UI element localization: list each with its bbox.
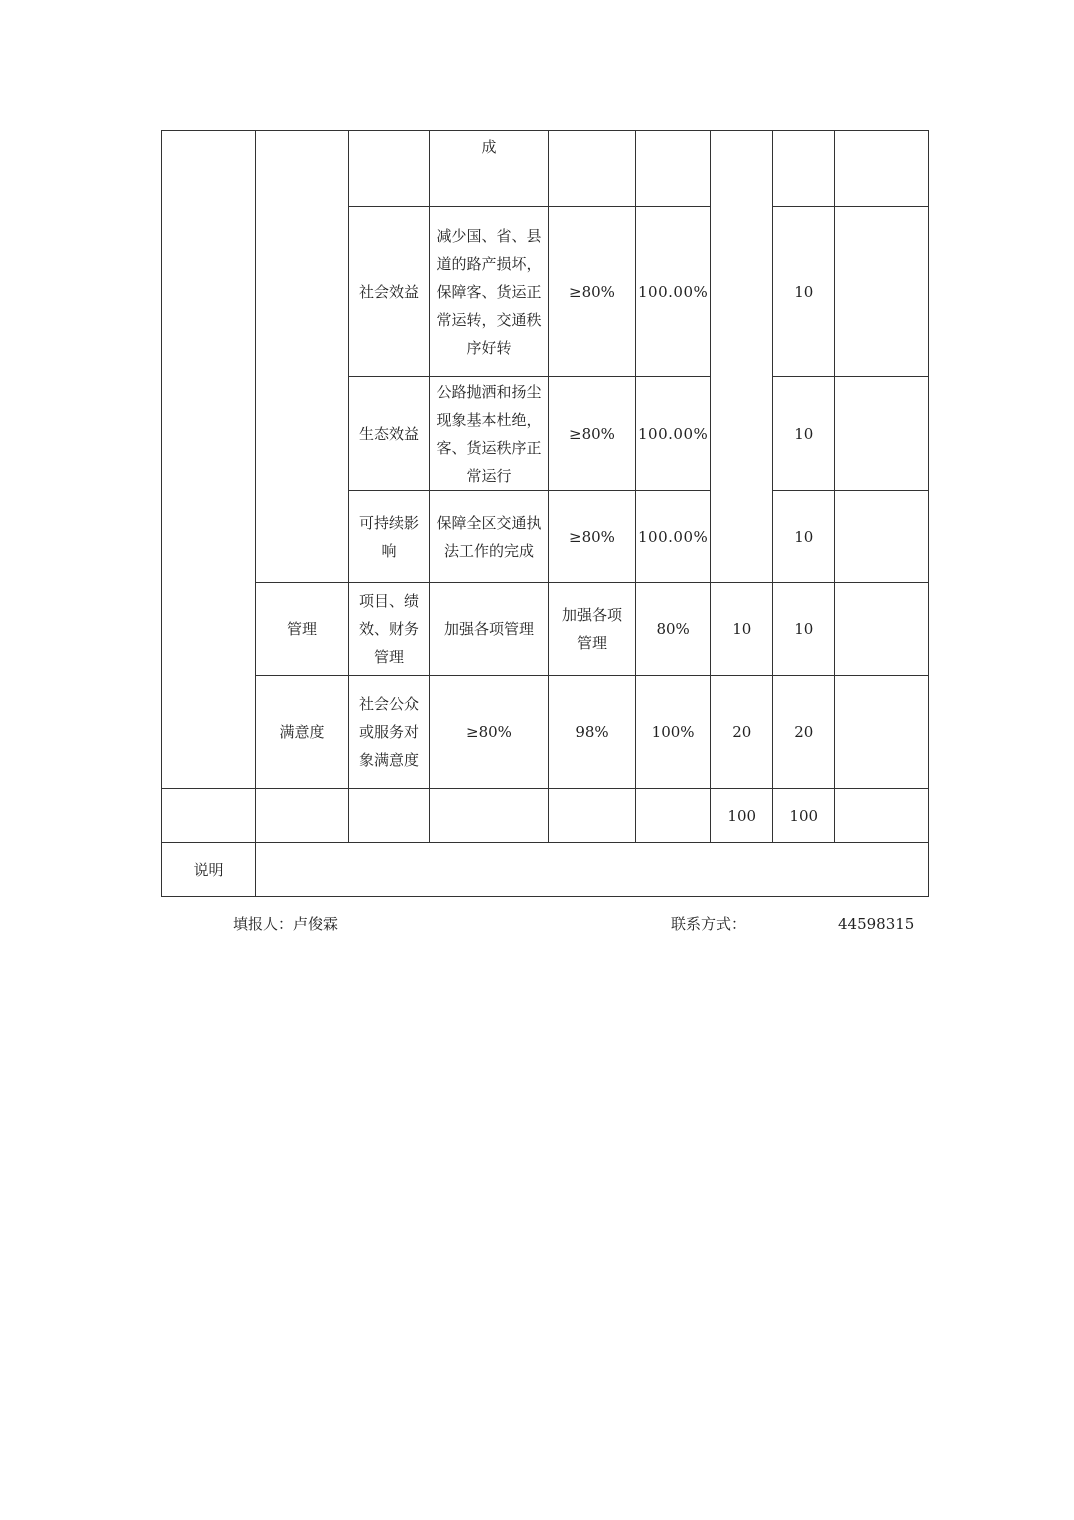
cell-empty <box>549 789 636 843</box>
cell-content: 保障全区交通执法工作的完成 <box>430 491 549 583</box>
cell-note-text <box>256 843 929 897</box>
performance-table <box>161 130 929 897</box>
cell-remark <box>835 377 929 491</box>
cell-primary-indicator <box>162 131 256 789</box>
cell-remark <box>835 207 929 377</box>
cell-remark <box>835 583 929 676</box>
cell-sub-indicator: 项目、绩效、财务管理 <box>349 583 430 676</box>
cell-remark <box>835 789 929 843</box>
cell-sub-indicator: 社会公众或服务对象满意度 <box>349 676 430 789</box>
cell-secondary-indicator: 管理 <box>256 583 349 676</box>
cell-score: 20 <box>773 676 835 789</box>
table-row-note <box>162 843 929 897</box>
cell-score: 10 <box>773 491 835 583</box>
cell-content: 加强各项管理 <box>430 583 549 676</box>
cell-total-weight: 100 <box>711 789 773 843</box>
cell-content: ≥80% <box>430 676 549 789</box>
cell-remark <box>835 491 929 583</box>
cell-target: ≥80% <box>549 377 636 491</box>
contact-value: 44598315 <box>838 915 915 933</box>
cell-actual: 100% <box>636 676 711 789</box>
cell-empty <box>430 789 549 843</box>
table-row-satisfaction <box>162 676 929 789</box>
table-row-total <box>162 789 929 843</box>
cell-empty <box>162 789 256 843</box>
table-row-management <box>162 583 929 676</box>
cell-actual: 100.00% <box>636 491 711 583</box>
contact-label: 联系方式： <box>671 915 747 933</box>
cell-score: 10 <box>773 377 835 491</box>
cell-sub-indicator: 可持续影响 <box>349 491 430 583</box>
cell-content: 成 <box>430 131 549 207</box>
cell-score: 10 <box>773 583 835 676</box>
cell-weight: 20 <box>711 676 773 789</box>
cell-actual: 100.00% <box>636 377 711 491</box>
cell-sub-indicator: 社会效益 <box>349 207 430 377</box>
cell-score <box>773 131 835 207</box>
table-row-continued <box>162 131 929 207</box>
cell-remark <box>835 131 929 207</box>
cell-empty <box>256 789 349 843</box>
cell-actual <box>636 131 711 207</box>
cell-remark <box>835 676 929 789</box>
cell-target: 加强各项管理 <box>549 583 636 676</box>
cell-weight-merged <box>711 131 773 583</box>
cell-weight: 10 <box>711 583 773 676</box>
cell-target: 98% <box>549 676 636 789</box>
cell-total-score: 100 <box>773 789 835 843</box>
reporter-label: 填报人：卢俊霖 <box>233 915 339 933</box>
cell-target: ≥80% <box>549 207 636 377</box>
cell-secondary-indicator <box>256 131 349 583</box>
cell-secondary-indicator: 满意度 <box>256 676 349 789</box>
cell-target <box>549 131 636 207</box>
cell-score: 10 <box>773 207 835 377</box>
cell-note-label: 说明 <box>162 843 256 897</box>
cell-content: 减少国、省、县道的路产损坏，保障客、货运正常运转，交通秩序好转 <box>430 207 549 377</box>
cell-sub-indicator: 生态效益 <box>349 377 430 491</box>
cell-target: ≥80% <box>549 491 636 583</box>
cell-empty <box>349 789 430 843</box>
cell-empty <box>636 789 711 843</box>
cell-actual: 80% <box>636 583 711 676</box>
cell-content: 公路抛洒和扬尘现象基本杜绝，客、货运秩序正常运行 <box>430 377 549 491</box>
cell-actual: 100.00% <box>636 207 711 377</box>
cell-sub-indicator <box>349 131 430 207</box>
